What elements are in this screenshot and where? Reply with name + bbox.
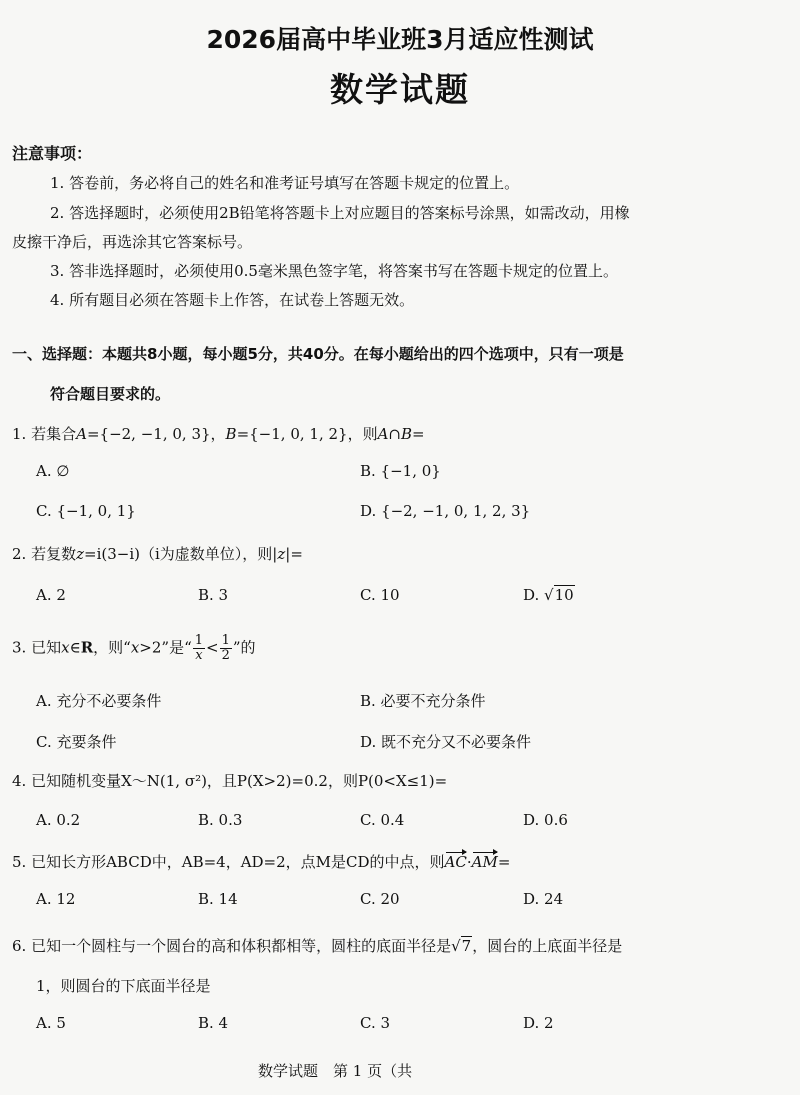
frac-num: 1: [194, 633, 204, 648]
page-smudge: [418, 1060, 478, 1084]
vector-am: AM: [471, 853, 498, 871]
q3-cond-var: x: [130, 638, 140, 657]
q3-var: x: [61, 638, 70, 657]
q2-option-d-label: D.: [523, 586, 540, 604]
q2-option-c: C. 10: [360, 586, 400, 604]
q1-set-a-val: ={−2, −1, 0, 3}，: [86, 425, 226, 443]
q3-text3: ，则“: [93, 638, 131, 657]
q1-text: 若集合: [31, 425, 77, 443]
q1-ask: A∩B: [377, 425, 413, 443]
q2-option-b: B. 3: [198, 586, 229, 604]
question-5: [12, 851, 510, 872]
question-6: [12, 935, 622, 956]
question-number: 2.: [12, 545, 27, 563]
q3-option-d: D. 既不充分又不必要条件: [360, 733, 532, 751]
q6-text1: 已知一个圆柱与一个圆台的高和体积都相等，圆柱的底面半径是: [31, 937, 452, 955]
q3-option-c: C. 充要条件: [36, 733, 117, 751]
frac-num: 1: [221, 633, 230, 648]
question-4: [12, 770, 447, 791]
q6-option-c: C. 3: [360, 1014, 391, 1032]
notice-item-1: 1. 答卷前，务必将自己的姓名和准考证号填写在答题卡规定的位置上。: [50, 174, 520, 192]
notice-item-4: 4. 所有题目必须在答题卡上作答，在试卷上答题无效。: [50, 291, 415, 309]
frac-den: [193, 649, 205, 663]
q1-eq: =: [412, 425, 425, 443]
question-3: [12, 634, 256, 663]
q6-text2: ，圆台的上底面半径是: [472, 937, 623, 955]
q1-option-b: B. {−1, 0}: [360, 462, 441, 480]
q1-set-a: A: [76, 425, 87, 443]
q3-cond2: >2”是“: [139, 638, 192, 657]
q1-option-a: A. ∅: [36, 462, 70, 480]
q3-text1: 已知: [31, 638, 62, 657]
sqrt-symbol: √7: [451, 937, 472, 955]
q5-option-b: B. 14: [198, 890, 238, 908]
q2-option-d-radicand: 10: [554, 586, 574, 604]
notice-item-3: 3. 答非选择题时，必须使用0.5毫米黑色签字笔，将答案书写在答题卡规定的位置上。: [50, 262, 618, 280]
q3-text4: ”的: [232, 638, 256, 657]
q1-set-b-val: ={−1, 0, 1, 2}，则: [236, 425, 378, 443]
q6-radicand: 7: [461, 937, 472, 955]
q3-lt: <: [206, 638, 219, 657]
section-heading: 一、选择题：本题共8小题，每小题5分，共40分。在每小题给出的四个选项中，只有一项是: [12, 345, 624, 363]
q2-text2: =i(3−i)（i为虚数单位），则|: [84, 545, 278, 563]
sqrt-symbol: √10: [544, 586, 574, 604]
q5-option-d: D. 24: [523, 890, 564, 908]
fraction-1-over-2: [220, 634, 232, 663]
q6-option-b: B. 4: [198, 1014, 229, 1032]
question-2: [12, 543, 303, 564]
notice-item-2: 2. 答选择题时，必须使用2B铅笔将答题卡上对应题目的答案标号涂黑，如需改动，用橡: [50, 204, 630, 222]
q3-real-set: R: [80, 638, 94, 657]
q3-option-a: A. 充分不必要条件: [36, 692, 162, 710]
subject-title: 数学试题: [330, 70, 470, 109]
fraction-1-over-x: [193, 634, 205, 663]
frac-den: 2: [221, 648, 230, 663]
q6-option-d: D. 2: [523, 1014, 554, 1032]
q3-in: ∈: [69, 638, 81, 657]
q2-option-d: [523, 586, 575, 604]
question-number: 1.: [12, 425, 27, 443]
question-number: 4.: [12, 772, 27, 790]
q2-text1: 若复数: [31, 545, 77, 563]
q2-text3: |=: [285, 545, 303, 563]
section-heading-cont: 符合题目要求的。: [50, 385, 171, 403]
q5-text: 已知长方形ABCD中，AB=4，AD=2，点M是CD的中点，则: [31, 853, 445, 871]
q6-option-a: A. 5: [36, 1014, 66, 1032]
q1-option-d: D. {−2, −1, 0, 1, 2, 3}: [360, 502, 531, 520]
q1-set-b: B: [225, 425, 237, 443]
q4-option-c: C. 0.4: [360, 811, 405, 829]
dot-product: ·: [466, 853, 472, 871]
question-number: 6.: [12, 937, 27, 955]
vector-ac: AC: [444, 853, 467, 871]
q2-var-abs: z: [277, 545, 286, 563]
question-1: [12, 423, 425, 444]
q4-option-a: A. 0.2: [36, 811, 81, 829]
notice-heading: 注意事项：: [12, 144, 93, 163]
question-6-cont: 1，则圆台的下底面半径是: [36, 977, 211, 995]
q5-eq: =: [497, 853, 511, 871]
exam-title: 2026届高中毕业班3月适应性测试: [206, 25, 594, 54]
page-footer: 数学试题 第 1 页（共: [258, 1062, 413, 1080]
q5-option-a: A. 12: [36, 890, 76, 908]
q4-text: 已知随机变量X～N(1, σ²)，且P(X>2)=0.2，则P(0<X≤1)=: [31, 772, 448, 790]
question-number: 3.: [12, 638, 27, 657]
q2-var: z: [76, 545, 85, 563]
frac-den-var: x: [195, 648, 203, 663]
q3-option-b: B. 必要不充分条件: [360, 692, 486, 710]
q4-option-b: B. 0.3: [198, 811, 243, 829]
q4-option-d: D. 0.6: [523, 811, 568, 829]
q1-option-c: C. {−1, 0, 1}: [36, 502, 136, 520]
q5-option-c: C. 20: [360, 890, 400, 908]
q2-option-a: A. 2: [36, 586, 66, 604]
question-number: 5.: [12, 853, 27, 871]
notice-item-2-cont: 皮擦干净后，再选涂其它答案标号。: [12, 233, 253, 251]
